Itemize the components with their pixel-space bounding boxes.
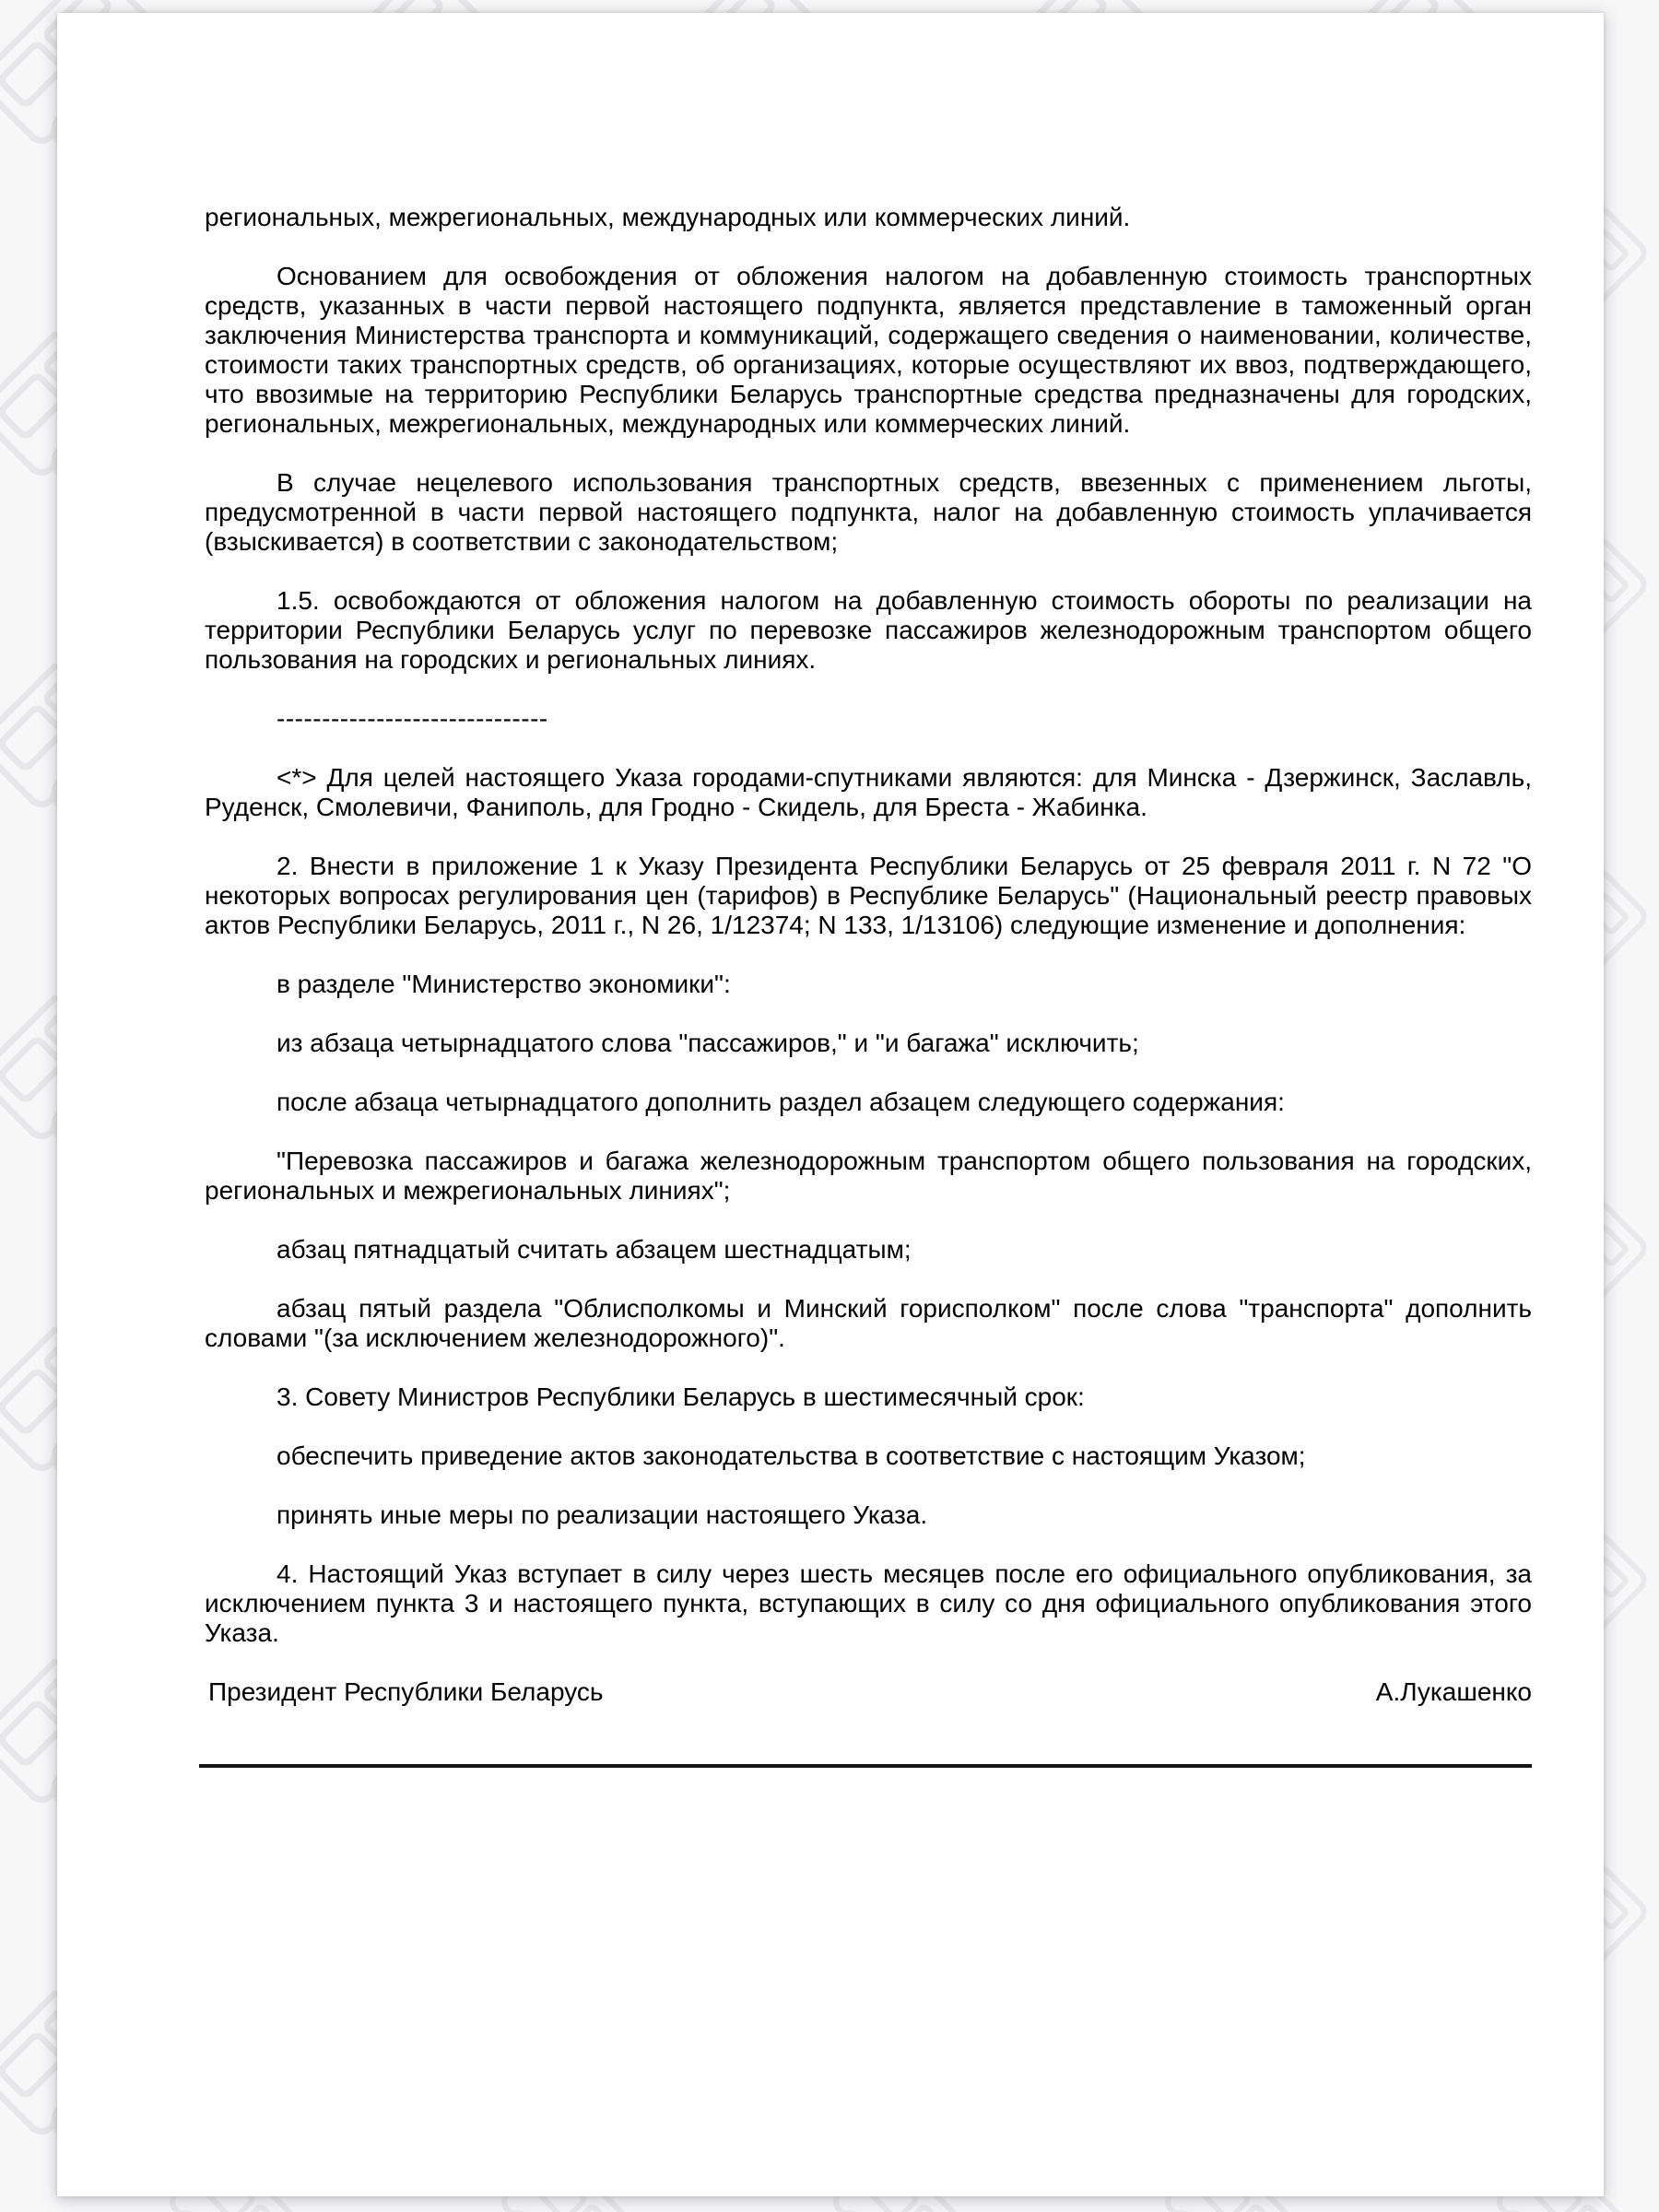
paragraph: после абзаца четырнадцатого дополнить раздел абзацем следующего содержания: — [276, 1088, 1285, 1116]
document-body — [205, 13, 1532, 1768]
paragraph: В случае нецелевого использования транспортных средств, ввезенных с применением льготы, предусмотренной в части первой настоящего подпункта, налог на добавленную стоимость уплачивается (взыскивается) в соответствии с законодательством; — [205, 468, 1532, 556]
footnote-separator: ------------------------------ — [276, 704, 548, 733]
document-page — [57, 13, 1604, 2196]
paragraph: 4. Настоящий Указ вступает в силу через шесть месяцев после его официального опубликования, за исключением пункта 3 и настоящего пункта, вступающих в силу со дня официального опубликования этого Указа. — [205, 1559, 1532, 1647]
paragraph: абзац пятнадцатый считать абзацем шестнадцатым; — [276, 1235, 912, 1264]
paragraph: в разделе "Министерство экономики": — [276, 970, 731, 998]
footnote-paragraph: <*> Для целей настоящего Указа городами-спутниками являются: для Минска - Дзержинск, Заславль, Руденск, Смолевичи, Фаниполь, для Гродно - Скидель, для Бреста - Жабинка. — [205, 763, 1532, 821]
paragraph: Основанием для освобождения от обложения налогом на добавленную стоимость транспортных средств, указанных в части первой настоящего подпункта, является представление в таможенный орган заключения Министерства транспорта и коммуникаций, содержащего сведения о наименовании, количестве, стоимости таких транспортных средств, об организациях, которые осуществляют их ввоз, подтверждающего, что ввозимые на территорию Республики Беларусь транспортные средства предназначены для городских, региональных, межрегиональных, международных или коммерческих линий. — [205, 262, 1532, 438]
paragraph: абзац пятый раздела "Облисполкомы и Минский горисполком" после слова "транспорта" дополнить словами "(за исключением железнодорожного)". — [205, 1294, 1532, 1352]
signature-row — [205, 1677, 1532, 1707]
signature-title: Президент Республики Беларусь — [208, 1677, 604, 1706]
paragraph: принять иные меры по реализации настоящего Указа. — [276, 1500, 928, 1529]
paragraph: 3. Совету Министров Республики Беларусь в шестимесячный срок: — [276, 1382, 1085, 1411]
signature-name: А.Лукашенко — [1375, 1677, 1532, 1706]
paragraph: из абзаца четырнадцатого слова "пассажиров," и "и багажа" исключить; — [276, 1029, 1139, 1057]
paragraph: региональных, межрегиональных, международных или коммерческих линий. — [205, 203, 1131, 231]
paragraph: "Перевозка пассажиров и багажа железнодорожным транспортом общего пользования на городских, региональных и межрегиональных линиях"; — [205, 1147, 1532, 1205]
horizontal-rule — [199, 1764, 1532, 1768]
paragraph: 2. Внести в приложение 1 к Указу Президента Республики Беларусь от 25 февраля 2011 г. N 72 "О некоторых вопросах регулирования цен (тарифов) в Республике Беларусь" (Национальный реестр правовых актов Республики Беларусь, 2011 г., N 26, 1/12374; N 133, 1/13106) следующие изменение и дополнения: — [205, 852, 1532, 939]
paragraph: обеспечить приведение актов законодательства в соответствие с настоящим Указом; — [276, 1441, 1306, 1470]
paragraph: 1.5. освобождаются от обложения налогом на добавленную стоимость обороты по реализации на территории Республики Беларусь услуг по перевозке пассажиров железнодорожным транспортом общего пользования на городских и региональных линиях. — [205, 586, 1532, 674]
